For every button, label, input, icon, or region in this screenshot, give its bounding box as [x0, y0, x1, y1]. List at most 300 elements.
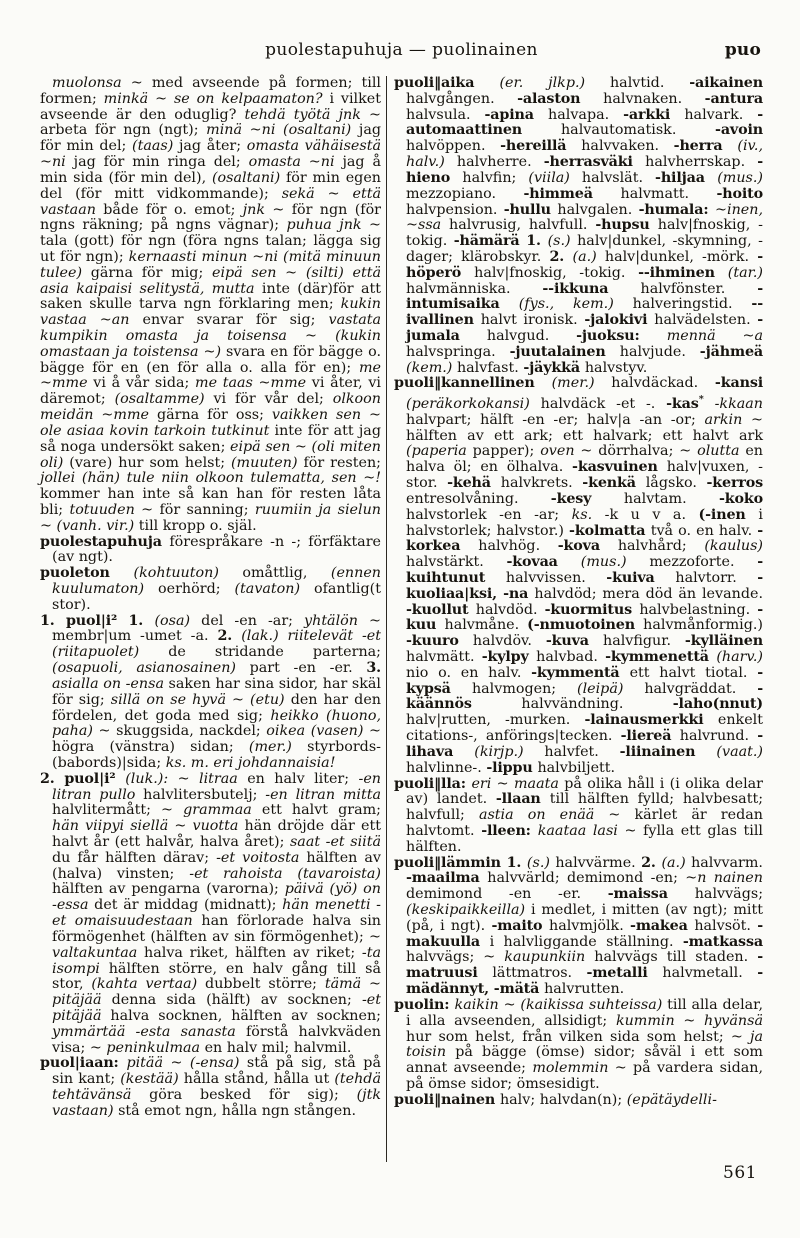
- entry-text-run: -kuiva: [606, 569, 676, 586]
- entry-text-run: två o. en halv.: [650, 522, 758, 539]
- entry-text-run: halv|vuxen, -stor.: [406, 459, 763, 492]
- entry-text-run: -matruusi: [406, 949, 763, 982]
- entry-text-run: (luk.): ~ litraa: [125, 770, 248, 787]
- entry-text-run: halvsula.: [406, 106, 485, 123]
- entry-text-run: halv|dunkel, -mörk.: [604, 248, 758, 265]
- entry-text-run: -ta isompi: [52, 944, 382, 977]
- entry-text-run: halvapa.: [548, 106, 624, 123]
- page-number: 561: [723, 1163, 757, 1183]
- entry-text-run: halv; halvdan(n);: [499, 1091, 627, 1108]
- entry-text-run: lättmatros.: [492, 965, 587, 982]
- entry-text-run: 2. puol|i²: [40, 770, 126, 787]
- entry-text-run: hålla stånd, hålla ut: [183, 1071, 335, 1088]
- entry-text-run: halvstärkt.: [406, 554, 507, 571]
- entry-text-run: (kestää): [120, 1071, 184, 1088]
- entry-text-run: halvvärme.: [555, 854, 642, 871]
- entry-text-run: svara en för bägge o. bägge för en (en för alla o. alla för en);: [40, 343, 381, 376]
- entry-text-run: halvark.: [684, 106, 758, 123]
- entry-text-run: halvherrskap.: [645, 154, 758, 171]
- entry-text-run: papper);: [472, 443, 541, 460]
- entry-text-run: sekä ~ että vastaan: [40, 185, 381, 218]
- entry-text-run: halvtorr.: [675, 569, 758, 586]
- entry-text-run: puoli‖kannellinen: [394, 375, 552, 392]
- entry-text-run: 2.: [549, 248, 573, 265]
- entry-text-run: 1. puol|i² 1.: [40, 612, 155, 629]
- entry-text-run: i halvliggande ställning.: [489, 933, 683, 950]
- entry-text-run: ~inen, ~ssa: [406, 201, 764, 234]
- entry-text-run: -kuoliaa|ksi, -na: [406, 569, 763, 602]
- entry-text-run: halvmåne.: [444, 617, 528, 634]
- entry-text-run: halvvägs;: [406, 949, 484, 966]
- entry-text-run: puolestapuhuja: [40, 533, 170, 550]
- entry-text-run: -intumisaika: [406, 280, 763, 313]
- entry-text-run: halvherre.: [456, 154, 544, 171]
- entry-text-run: halvstorlek -en -ar;: [406, 506, 572, 523]
- entry-text-run: halvmetall.: [662, 965, 758, 982]
- entry-text-run: halvmatt.: [620, 185, 717, 202]
- entry-text-run: halvrutten.: [544, 981, 625, 998]
- entry-text-run: -herrasväki: [543, 154, 646, 171]
- entry-text-run: -automaattinen: [406, 106, 763, 139]
- entry-text-run: i halvstorlek; halvstor.): [406, 506, 763, 539]
- entry-text-run: -kolmatta: [569, 522, 651, 539]
- entry-text-run: på bägge (ömse) sidor; såväl i ett som annat avseende;: [406, 1044, 763, 1077]
- entry-text-run: tala (gott) för ngn (föra ngns talan; lägga sig ut för ngn);: [40, 233, 381, 265]
- entry-text-run: jag för min ringa del;: [73, 154, 249, 171]
- entry-text-run: hälften av ett ark; ett halvark; ett halvt ark: [406, 427, 763, 444]
- entry-text-run: inte (där)för att saken skulle tarva ngn förklaring men;: [40, 280, 381, 313]
- entry-text-run: eipä sen ~ (silti) että asia kaipaisi selitystä, mutta: [40, 264, 381, 297]
- entry-text-run: --ikkuna: [542, 280, 641, 297]
- entry-text-run: puolin:: [394, 996, 455, 1013]
- entry-text-run: me taas ~mme: [195, 375, 312, 392]
- entry-text-run: hälften av (halva) vinsten;: [52, 849, 382, 882]
- entry-text-run: förespråkare -n -; förfäktare (av ngt).: [52, 533, 382, 566]
- entry-text-run: styrbords- (babords)|sida;: [52, 739, 381, 771]
- entry-text-run: för min egen del (för mitt vidkommande);: [40, 169, 381, 202]
- entry-puolilammin-compounds: [394, 856, 763, 998]
- entry-text-run: (s.): [547, 233, 578, 250]
- entry-text-run: halvrusig, halvfull.: [449, 217, 596, 234]
- entry-text-run: på vardera sidan, på ömse sidor; ömsesidigt.: [406, 1060, 763, 1092]
- entry-text-run: -kylläinen: [684, 633, 763, 650]
- entry-text-run: -kuu: [406, 601, 763, 634]
- entry-text-run: halvfast.: [456, 359, 524, 376]
- entry-text-run: -jalokivi: [584, 312, 655, 329]
- entry-text-run: astia on enää ~: [478, 807, 635, 824]
- entry-text-run: halvbelastning.: [639, 601, 758, 618]
- entry-text-run: minä ~ni (osaltani): [206, 122, 359, 139]
- entry-text-run: ~ peninkulmaa: [89, 1039, 205, 1056]
- entry-text-run: -apina: [484, 106, 549, 123]
- entry-text-run: halvädelsten.: [654, 312, 758, 329]
- entry-text-run: halvnaken.: [603, 90, 705, 107]
- entry-text-run: -himmeä: [523, 185, 621, 202]
- entry-text-run: hälften större, en halv gång till så stor,: [52, 960, 381, 993]
- entry-text-run: päivä (yö) on -essa: [52, 881, 381, 914]
- entry-text-run: med avseende på formen; till formen;: [40, 75, 381, 107]
- entry-text-run: (kohtuuton): [133, 565, 243, 582]
- entry-text-run: --ivallinen: [406, 296, 763, 329]
- entry-puolikannellinen-compounds: [394, 376, 763, 776]
- entry-text-run: -llaan: [495, 791, 550, 808]
- entry-text-run: -liereä: [620, 728, 680, 745]
- entry-text-run: -hupsu: [595, 217, 658, 234]
- entry-text-run: vi å vår sida;: [93, 375, 196, 392]
- entry-text-run: ~n nainen: [685, 870, 763, 887]
- entry-text-run: -kuormitus: [544, 601, 640, 618]
- entry-text-run: halvbad.: [536, 649, 606, 666]
- entry-text-run: puoleton: [40, 565, 134, 582]
- entry-text-run: -kuihtunut: [406, 554, 763, 586]
- entry-text-run: enkelt citations-, anförings|tecken.: [406, 712, 763, 745]
- entry-text-run: (osaltani): [211, 169, 287, 186]
- entry-text-run: gärna för mig;: [90, 264, 212, 281]
- entry-text-run: -kymmentä: [531, 664, 630, 681]
- entry-text-run: ett halvt tiotal.: [629, 664, 758, 681]
- entry-text-run: högra (vänstra) sidan;: [52, 739, 249, 756]
- entry-text-run: -lihava: [406, 728, 764, 760]
- entry-text-run: halvdäckad.: [611, 375, 715, 392]
- entry-text-run: halvdöd.: [475, 601, 545, 618]
- entry-text-run: -aikainen: [689, 75, 763, 91]
- entry-text-run: halvslät.: [581, 169, 656, 186]
- entry-text-run: -kenkä: [582, 475, 646, 492]
- entry-text-run: (tehdä tehtävänsä: [52, 1071, 381, 1103]
- entry-text-run: halv|fnoskig, -tokig.: [406, 217, 763, 250]
- entry-text-run: han förlorade halva sin förmögenhet (hälften av sin förmögenhet);: [52, 913, 381, 945]
- entry-text-run: halvvägs;: [694, 886, 764, 903]
- entry-text-run: halvfet.: [544, 743, 620, 760]
- entry-text-run: (osaltamme): [114, 391, 214, 408]
- entry-text-run: -koko: [718, 490, 764, 507]
- entry-text-run: -käännös: [406, 680, 763, 713]
- entry-text-run: på olika håll i (i olika delar av) landet.: [406, 775, 763, 808]
- entry-text-run: hälften av pengarna (varorna);: [52, 881, 285, 898]
- entry-text-run: -juoksu:: [576, 328, 667, 344]
- entry-text-run: -kymmenettä: [605, 649, 717, 666]
- column-divider-rule: [386, 76, 387, 1162]
- entry-text-run: ~ ja toisin: [406, 1028, 763, 1061]
- entry-text-run: 2.: [641, 854, 662, 871]
- entry-text-run: -metalli: [586, 965, 663, 982]
- entry-text-run: kukin vastaa ~an: [40, 296, 381, 329]
- entry-text-run: -kerros: [706, 475, 763, 492]
- entry-text-run: i medlet, i mitten (av ngt); mitt (på, i ngt).: [406, 902, 763, 934]
- entry-text-run: halvgräddat.: [644, 680, 758, 697]
- entry-text-run: (-inen: [698, 506, 759, 523]
- entry-text-run: jag å min sida (för min del),: [40, 154, 381, 186]
- entry-text-run: gärna för oss;: [156, 407, 272, 424]
- entry-text-run: en halv mil; halvmil.: [204, 1039, 352, 1056]
- entry-text-run: (paperia: [406, 443, 473, 460]
- entry-text-run: -hullu: [503, 201, 558, 218]
- entry-text-run: halvvarm.: [691, 854, 763, 871]
- right-column: [394, 76, 763, 1162]
- entry-text-run: (mer.): [248, 739, 308, 756]
- entry-text-run: hän dröjde där ett halvt år (ett halvår, halva året);: [52, 818, 381, 850]
- entry-text-run: puoli‖nainen: [394, 1091, 500, 1108]
- entry-text-run: halv|rutten, -murken.: [406, 712, 585, 729]
- entry-puolestapuhuja: [40, 535, 381, 567]
- entry-text-run: halvstyv.: [584, 359, 648, 376]
- entry-text-run: -kovaa: [506, 554, 581, 571]
- entry-text-run: halvfigur.: [602, 633, 685, 650]
- entry-text-run: den har den fördelen, det goda med sig;: [52, 691, 382, 724]
- entry-text-run: -kylpy: [481, 649, 537, 666]
- entry-text-run: halvdäck -et -.: [540, 396, 667, 413]
- entry-text-run: inte för att jag så noga undersökt saken;: [40, 422, 381, 455]
- entry-text-run: halvdöd; mera död än levande.: [534, 585, 763, 602]
- entry-text-run: oikea (vasen) ~: [266, 723, 381, 740]
- entry-text-run: halvt ironisk.: [480, 312, 585, 329]
- entry-text-run: stå emot ngn, hålla ngn stången.: [118, 1102, 357, 1119]
- entry-text-run: (leipä): [577, 680, 645, 697]
- entry-text-run: skuggsida, nackdel;: [116, 723, 267, 740]
- entry-text-run: (harv.): [716, 649, 764, 666]
- entry-text-run: (tavaton): [234, 581, 314, 597]
- entry-text-run: fylla ett glas till hälften.: [406, 822, 763, 855]
- entry-text-run: eri ~ maata: [471, 775, 565, 792]
- entry-text-run: halvlitersbutelj;: [143, 786, 266, 803]
- entry-text-run: -et rahoista (tavaroista): [189, 865, 382, 882]
- entry-text-run: (lak.) riitelevät -et (riitapuolet): [52, 628, 382, 661]
- entry-text-run: (a.): [661, 854, 692, 871]
- entry-text-run: halvvaken.: [581, 138, 674, 155]
- entry-text-run: mennä ~a: [666, 328, 763, 344]
- entry-text-run: halvgud.: [486, 328, 577, 344]
- entry-text-run: halvgången.: [406, 90, 518, 107]
- entry-text-run: halvfönster.: [640, 280, 758, 297]
- entry-text-run: tehdä työtä jnk ~: [244, 106, 381, 123]
- entry-text-run: halvhög.: [478, 538, 558, 555]
- entry-text-run: halvbiljett.: [537, 759, 616, 776]
- entry-text-run: olkoon meidän ~mme: [40, 391, 381, 424]
- entry-text-run: göra besked för sig);: [149, 1087, 357, 1103]
- entry-text-run: -jäykkä: [523, 359, 585, 376]
- entry-text-run: halveringstid.: [632, 296, 752, 313]
- entry-text-run: kärlet är redan halvtomt.: [406, 807, 763, 839]
- entry-text-run: halvspringa.: [406, 343, 510, 360]
- entry-text-run: oven ~: [540, 443, 599, 460]
- entry-text-run: *: [698, 394, 704, 406]
- entry-text-run: mezzoforte.: [649, 554, 758, 571]
- entry-text-run: (osa): [154, 612, 202, 629]
- entry-text-run: (-nmuotoinen: [527, 617, 644, 634]
- entry-text-run: me ~mme: [40, 359, 381, 392]
- entry-text-run: vaikken sen ~ ole asiaa kovin tarkoin tutkinut: [40, 407, 381, 439]
- entry-text-run: -kansi: [714, 375, 763, 392]
- entry-text-run: -kkaan: [703, 396, 763, 413]
- entry-text-run: (s.): [526, 854, 556, 871]
- entry-text-run: vi för vår del;: [213, 391, 333, 408]
- entry-text-run: vastata kumpikin omasta ja toisensa ~ (kukin omastaan ja toistensa ~): [40, 312, 381, 360]
- entry-text-run: saat -et siitä: [289, 834, 381, 850]
- entry-puoliaan: [40, 1056, 381, 1119]
- entry-text-run: totuuden ~: [69, 501, 160, 518]
- entry-text-run: för resten;: [303, 454, 382, 471]
- entry-text-run: (mus.): [580, 554, 650, 571]
- entry-text-run: halvdöv.: [472, 633, 546, 650]
- entry-text-run: vi åter, vi däremot;: [40, 375, 381, 408]
- entry-text-run: en halva öl; en ölhalva.: [406, 443, 764, 476]
- entry-text-run: halvtam.: [623, 490, 719, 507]
- entry-text-run: (peräkorkokansi): [406, 396, 541, 413]
- entry-text-run: demimond -en -er.: [406, 886, 608, 903]
- entry-text-run: jag åter;: [178, 138, 247, 155]
- entry-text-run: i vilket avseende är den oduglig?: [40, 90, 381, 123]
- entry-text-run: halvautomatisk.: [560, 122, 716, 139]
- entry-text-run: (vaat.): [716, 743, 763, 760]
- entry-text-run: (vare) hur som helst;: [69, 454, 231, 471]
- entry-text-run: jollei (hän) tule niin olkoon tulematta, sen ~!: [40, 470, 381, 487]
- entry-text-run: saken har sina sidor, har skäl för sig;: [52, 675, 381, 708]
- entry-text-run: -kypsä: [406, 664, 763, 697]
- entry-text-run: entresolvåning.: [406, 490, 551, 507]
- entry-text-run: -jumala: [406, 312, 763, 344]
- entry-text-run: halvmånformig.): [643, 617, 763, 634]
- left-column: [40, 76, 381, 1162]
- entry-puolesta-continuation: [40, 76, 381, 535]
- entry-text-run: --ihminen: [638, 264, 728, 281]
- entry-text-run: -humala:: [638, 201, 716, 218]
- entry-text-run: halvpension.: [406, 201, 504, 218]
- entry-text-run: puhua jnk ~: [286, 217, 382, 234]
- entry-text-run: -laho(nnut): [672, 696, 763, 713]
- entry-text-run: halvlinne-.: [406, 759, 487, 776]
- entry-text-run: ~ valtakuntaa: [52, 928, 381, 961]
- entry-text-run: 3.: [366, 660, 381, 677]
- entry-text-run: (viila): [528, 169, 582, 186]
- running-head-guide-word: puo: [724, 40, 761, 60]
- entry-text-run: mezzopiano.: [406, 185, 524, 202]
- entry-text-run: (kem.): [406, 359, 457, 376]
- running-head-title: puolestapuhuja — puolinainen: [265, 40, 538, 60]
- entry-text-run: halvsöt.: [694, 917, 758, 934]
- entry-text-run: -hoito: [716, 185, 764, 202]
- entry-text-run: -kesy: [550, 490, 624, 507]
- entry-text-run: -kuuro: [406, 633, 473, 650]
- entry-text-run: -lainausmerkki: [584, 712, 718, 729]
- entry-text-run: dubbelt större;: [205, 976, 325, 993]
- entry-text-run: jag för min del;: [40, 122, 382, 155]
- entry-text-run: -et voitosta: [216, 849, 307, 866]
- entry-text-run: halvkrets.: [500, 475, 583, 492]
- entry-text-run: kummin ~ hyvänsä: [615, 1012, 763, 1029]
- entry-text-run: -korkea: [406, 522, 763, 555]
- entry-text-run: ruumiin ja sielun ~ (vanh. vir.): [40, 501, 381, 534]
- entry-text-run: eipä sen ~ (oli miten oli): [40, 438, 381, 471]
- entry-text-run: membr|um -umet -a.: [52, 628, 218, 645]
- entry-text-run: -jähmeä: [699, 343, 763, 360]
- entry-text-run: yhtälön ~: [304, 612, 382, 629]
- entry-text-run: tämä ~ pitäjää: [52, 976, 382, 1009]
- entry-text-run: kaataa lasi ~: [537, 822, 644, 839]
- entry-text-run: (keskipaikkeilla): [406, 902, 531, 919]
- entry-text-run: -liinainen: [619, 743, 717, 760]
- entry-text-run: (epätäydelli-: [626, 1091, 717, 1108]
- entry-text-run: halvvägs till staden.: [594, 949, 758, 966]
- entry-text-run: -kas: [666, 396, 699, 413]
- entry-text-run: arkin ~: [704, 411, 763, 428]
- entry-text-run: (taas): [132, 138, 179, 155]
- entry-text-run: halvvissen.: [505, 569, 607, 586]
- entry-text-run: -arkki: [623, 106, 685, 123]
- entry-text-run: halvmätt.: [406, 649, 482, 666]
- entry-text-run: ~ olutta: [679, 443, 746, 460]
- entry-text-run: -kuollut: [406, 601, 476, 618]
- entry-text-run: -kasvuinen: [572, 459, 667, 476]
- entry-text-run: halvhård;: [617, 538, 705, 555]
- entry-text-run: omasta vähäisestä ~ni: [40, 138, 381, 171]
- entry-text-run: -k u v a.: [604, 506, 699, 523]
- entry-text-run: oerhörd;: [158, 581, 235, 597]
- entry-text-run: arbeta för ngn (ngt);: [40, 122, 207, 139]
- entry-text-run: -lippu: [486, 759, 538, 776]
- entry-text-run: förstå halvkväden visa;: [52, 1023, 381, 1056]
- entry-text-run: -en litran mitta: [265, 786, 381, 803]
- entry-text-run: (iv., halv.): [406, 138, 763, 171]
- entry-text-run: puoli‖aika: [394, 75, 500, 91]
- entry-text-run: asialla on -ensa: [52, 675, 169, 692]
- entry-text-run: puol|iaan:: [40, 1055, 127, 1072]
- entry-text-run: halvtid.: [609, 75, 690, 91]
- entry-puoleton: [40, 566, 381, 613]
- entry-text-run: -höperö: [406, 248, 763, 281]
- entry-text-run: omåttlig,: [242, 565, 331, 582]
- entry-text-run: (tar.): [727, 264, 763, 281]
- entry-text-run: -hiljaa: [655, 169, 718, 186]
- entry-text-run: -juutalainen: [509, 343, 620, 360]
- entry-text-run: halvvändning.: [521, 696, 673, 713]
- entry-text-run: -hereillä: [500, 138, 582, 155]
- entry-text-run: för ngn (för ngns räkning; på ngns vägnar);: [40, 201, 382, 234]
- entry-text-run: part -en -er.: [249, 660, 367, 677]
- entry-text-run: -et pitäjää: [52, 992, 381, 1024]
- entry-text-run: de stridande parterna;: [168, 644, 381, 661]
- entry-text-run: -makea: [630, 917, 695, 934]
- entry-text-run: ~ grammaa: [161, 802, 262, 819]
- entry-text-run: kernaasti minun ~ni (mitä minuun tulee): [40, 248, 381, 281]
- entry-text-run: (muuten): [230, 454, 304, 471]
- entry-text-run: molemmin ~: [532, 1060, 633, 1077]
- entry-text-run: del -en -ar;: [201, 612, 305, 629]
- entry-puolinainen: [394, 1093, 763, 1109]
- entry-text-run: -avoin: [715, 122, 763, 139]
- entry-text-run: -alaston: [517, 90, 604, 107]
- entry-text-run: ~ kaupunkiin: [483, 949, 595, 966]
- entry-puoliaika-compounds: [394, 76, 763, 376]
- entry-text-run: halvfin;: [462, 169, 529, 186]
- entry-puolilla: [394, 777, 763, 856]
- entry-text-run: -hieno: [406, 154, 763, 186]
- entry-text-run: halvmogen;: [471, 680, 577, 697]
- entry-text-run: halva riket, hälften av riket;: [144, 944, 362, 961]
- entry-text-run: ks. m. eri johdannaisia!: [165, 754, 336, 771]
- entry-text-run: -mädännyt, -mätä: [406, 965, 763, 998]
- entry-text-run: puoli‖lla:: [394, 775, 472, 792]
- entry-puoli-2: [40, 772, 381, 1057]
- entry-text-run: (fys., kem.): [518, 296, 633, 313]
- entry-text-run: för sanning;: [159, 501, 255, 518]
- entry-text-run: -maissa: [607, 886, 695, 903]
- entry-text-run: 2.: [217, 628, 242, 645]
- entry-text-run: puoli‖lämmin 1.: [394, 854, 527, 871]
- entry-text-run: (osapuoli, asianosainen): [52, 660, 250, 677]
- entry-puoli-1: [40, 614, 381, 772]
- entry-text-run: -kehä: [447, 475, 501, 492]
- entry-text-run: halvmänniska.: [406, 280, 543, 297]
